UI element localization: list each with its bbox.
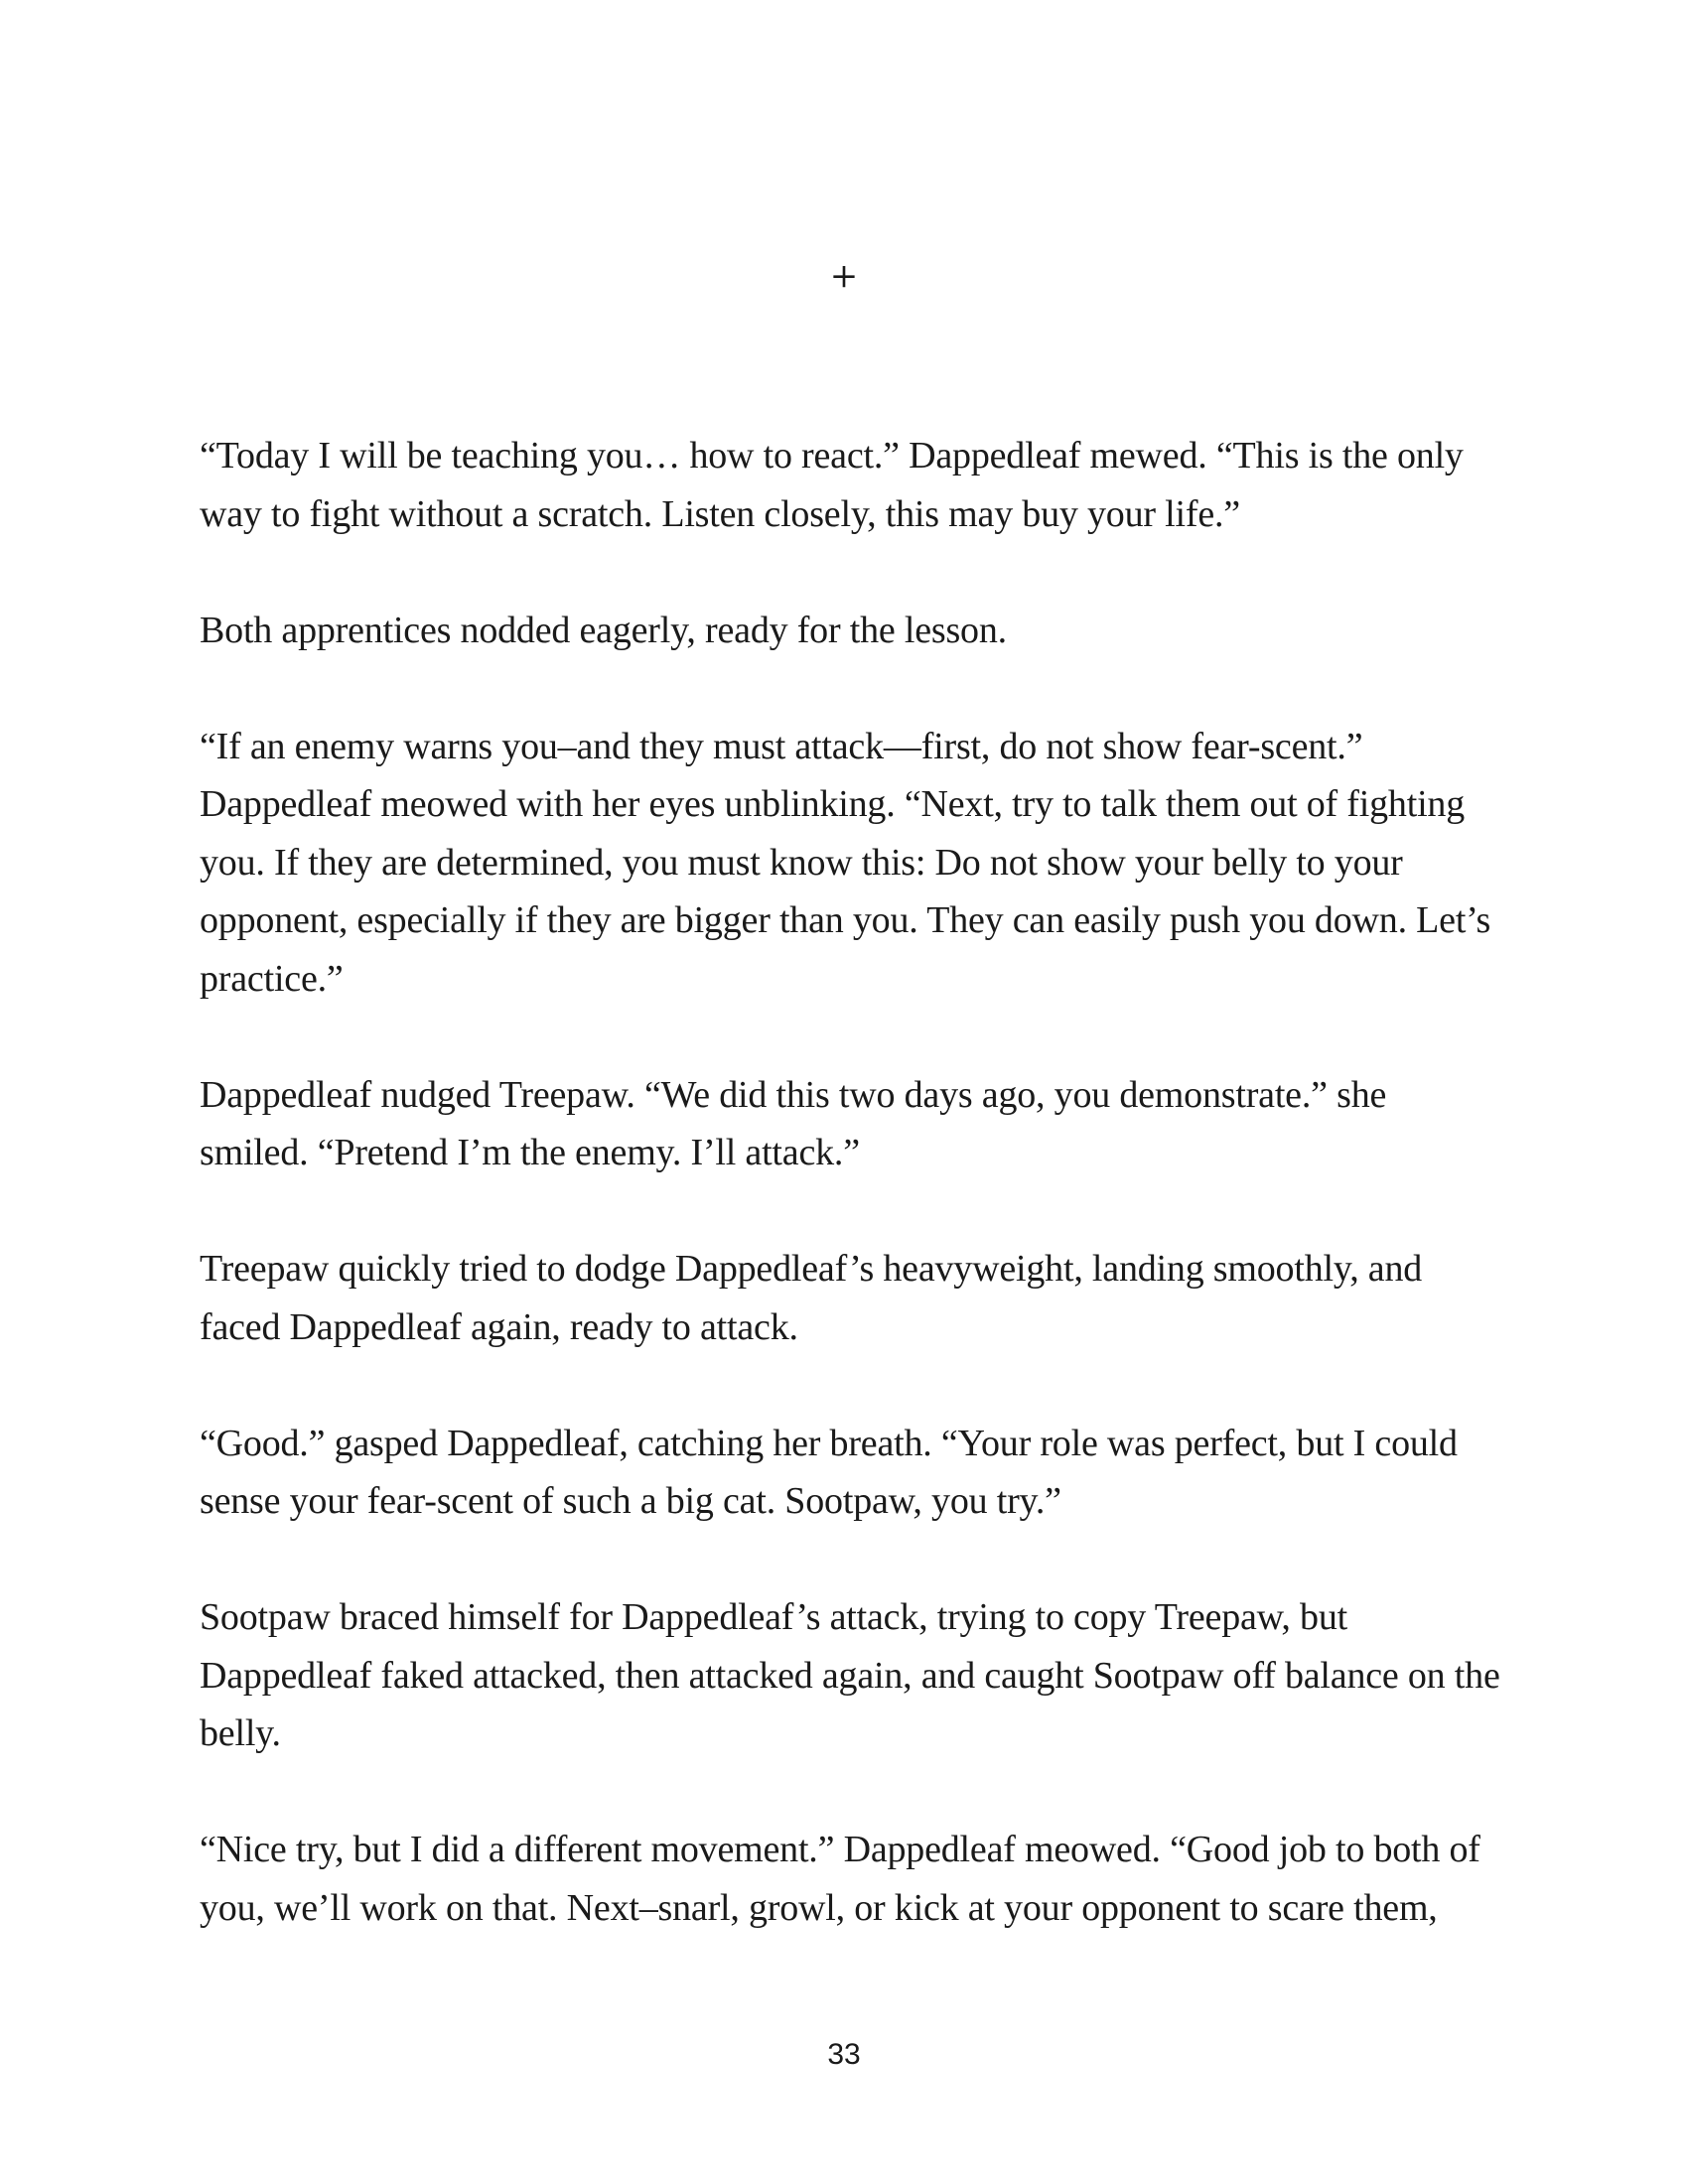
page-number: 33 <box>827 2038 861 2071</box>
section-break-mark: + <box>829 256 859 296</box>
paragraph: “Today I will be teaching you… how to react.” Dappedleaf mewed. “This is the only way to fight without a scratch. Listen closely, this may buy your life.” <box>200 435 1464 535</box>
paragraph: “Nice try, but I did a different movement.” Dappedleaf meowed. “Good job to both of you, we’ll work on that. Next–snarl, growl, or kick at your opponent to scare them, <box>200 1829 1480 1929</box>
paragraph: “If an enemy warns you–and they must attack—first, do not show fear-scent.” Dappedleaf meowed with her eyes unblinking. “Next, try to talk them out of fighting you. If they are determined, you must know this: Do not show your belly to your opponent, especially if they are bigger than you. They can easily push you down. Let’s practice.” <box>200 725 1491 1000</box>
paragraph: “Good.” gasped Dappedleaf, catching her breath. “Your role was perfect, but I could sense your fear-scent of such a big cat. Sootpaw, you try.” <box>200 1422 1458 1522</box>
story-text <box>200 427 1500 1995</box>
paragraph: Both apprentices nodded eagerly, ready for the lesson. <box>200 609 1007 651</box>
paragraph: Sootpaw braced himself for Dappedleaf’s attack, trying to copy Treepaw, but Dappedleaf faked attacked, then attacked again, and caught Sootpaw off balance on the belly. <box>200 1596 1500 1754</box>
paragraph: Treepaw quickly tried to dodge Dappedleaf’s heavyweight, landing smoothly, and faced Dappedleaf again, ready to attack. <box>200 1248 1423 1348</box>
paragraph: Dappedleaf nudged Treepaw. “We did this two days ago, you demonstrate.” she smiled. “Pretend I’m the enemy. I’ll attack.” <box>200 1073 1387 1173</box>
